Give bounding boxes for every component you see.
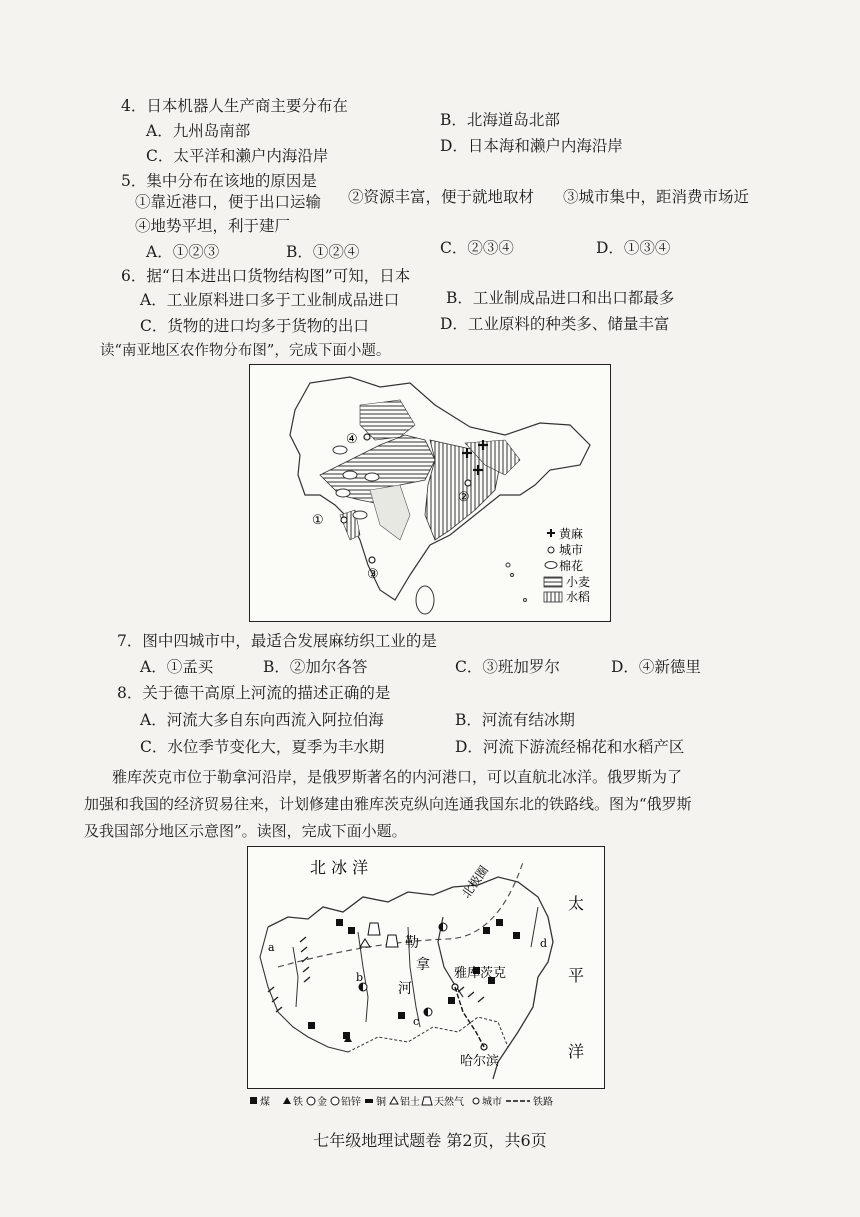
- q5-option-c: C．②③④: [440, 239, 514, 257]
- legend-coal-label: 煤: [260, 1097, 270, 1108]
- q5-reason-1: ①靠近港口，便于出口运输: [135, 193, 322, 211]
- page-footer: 七年级地理试题卷 第2页，共6页: [313, 1131, 547, 1150]
- q4-stem: 4．日本机器人生产商主要分布在: [121, 97, 348, 115]
- legend-cotton-icon: [545, 562, 557, 569]
- q8-option-b: B．河流有结冰期: [455, 711, 575, 729]
- q8-option-d: D．河流下游流经棉花和水稻产区: [455, 738, 685, 756]
- gas-marks: [368, 923, 398, 947]
- south-asia-crop-map: [249, 364, 611, 622]
- legend-city-icon: [473, 1098, 479, 1104]
- legend-city-label: 城市: [559, 543, 584, 557]
- legend-rice-icon: [544, 592, 562, 602]
- q4-option-d: D．日本海和濑户内海沿岸: [440, 137, 623, 155]
- label-pacific-3: 洋: [568, 1042, 585, 1061]
- q8-option-a: A．河流大多自东向西流入阿拉伯海: [140, 711, 384, 729]
- legend-city-icon: [548, 547, 554, 553]
- legend-rice-label: 水稻: [566, 590, 591, 604]
- legend-gold-icon: [307, 1097, 315, 1105]
- q6-option-a: A．工业原料进口多于工业制成品进口: [140, 291, 400, 309]
- label-a: a: [268, 941, 275, 954]
- city-label-2: ②: [458, 490, 470, 505]
- label-d: d: [540, 937, 548, 950]
- legend-leadzinc-icon: [331, 1097, 339, 1105]
- label-yakutsk: 雅库茨克: [454, 966, 507, 981]
- label-pacific-2: 平: [568, 966, 585, 985]
- gold-marks: [359, 923, 447, 1016]
- russia-map-drawing: [248, 847, 604, 1088]
- q7-option-a: A．①孟买: [140, 658, 214, 676]
- q4-option-c: C．太平洋和濑户内海沿岸: [146, 147, 329, 165]
- legend-city-label: 城市: [482, 1097, 502, 1108]
- label-b: b: [356, 971, 364, 984]
- map1-legend: [544, 527, 590, 604]
- q5-reason-3: ③城市集中，距消费市场近: [563, 188, 750, 206]
- city-label-4: ④: [346, 432, 358, 447]
- legend-jute-icon: [547, 529, 555, 537]
- sri-lanka: [416, 586, 434, 614]
- legend-jute-label: 黄麻: [559, 527, 584, 541]
- q5-reason-2: ②资源丰富，便于就地取材: [348, 188, 535, 206]
- map2-legend-drawing: [248, 1094, 608, 1108]
- intro-south-asia: 读“南亚地区农作物分布图”，完成下面小题。: [100, 343, 391, 359]
- q5-reason-4: ④地势平坦，利于建厂: [135, 217, 291, 235]
- q7-option-c: C．③班加罗尔: [455, 658, 560, 676]
- legend-bauxite-label: 铝土: [400, 1097, 420, 1108]
- label-lena-1: 勒: [405, 935, 419, 951]
- q7-option-b: B．②加尔各答: [263, 658, 368, 676]
- label-harbin: 哈尔滨: [460, 1054, 500, 1069]
- label-lena-3: 河: [398, 981, 412, 997]
- map2-legend: [248, 1093, 608, 1107]
- q6-option-b: B．工业制成品进口和出口都最多: [446, 289, 675, 307]
- legend-wheat-icon: [544, 577, 562, 587]
- q6-stem: 6．据“日本进出口货物结构图”可知，日本: [121, 267, 411, 285]
- q4-option-a: A．九州岛南部: [146, 122, 251, 140]
- label-c: c: [413, 1015, 420, 1028]
- q5-stem: 5．集中分布在该地的原因是: [121, 172, 317, 190]
- label-pacific-1: 太: [568, 894, 585, 913]
- label-arctic-ocean: 北 冰 洋: [310, 858, 369, 877]
- legend-iron-icon: [283, 1097, 291, 1104]
- island: [506, 563, 510, 567]
- legend-coal-icon: [250, 1097, 257, 1104]
- island: [511, 574, 514, 577]
- island: [524, 599, 527, 602]
- russia-china-map: [247, 846, 605, 1089]
- legend-bauxite-icon: [390, 1097, 398, 1104]
- q5-option-a: A．①②③: [146, 243, 220, 261]
- q6-option-c: C．货物的进口均多于货物的出口: [140, 317, 369, 335]
- legend-leadzinc-label: 铅锌: [341, 1097, 361, 1108]
- legend-copper-icon: [365, 1099, 373, 1103]
- q5-option-b: B．①②④: [286, 243, 360, 261]
- river-a: [293, 947, 298, 1007]
- q7-option-d: D．④新德里: [611, 658, 701, 676]
- city-label-3: ③: [367, 567, 379, 582]
- pacific-coastline: [493, 977, 538, 1079]
- legend-wheat-label: 小麦: [566, 575, 591, 589]
- legend-iron-label: 铁: [293, 1097, 303, 1108]
- intro-russia-line1: 雅库茨克市位于勒拿河沿岸，是俄罗斯著名的内河港口，可以直航北冰洋。俄罗斯为了: [112, 768, 683, 786]
- q8-stem: 8．关于德干高原上河流的描述正确的是: [117, 684, 391, 702]
- city-label-1: ①: [312, 513, 324, 528]
- bauxite-mark: [360, 939, 370, 947]
- legend-copper-label: 铜: [376, 1097, 386, 1108]
- south-asia-map-drawing: [250, 365, 610, 621]
- q8-option-c: C．水位季节变化大，夏季为丰水期: [140, 738, 385, 756]
- q6-option-d: D．工业原料的种类多、储量丰富: [440, 315, 670, 333]
- legend-gold-label: 金: [317, 1097, 327, 1108]
- legend-gas-icon: [422, 1097, 432, 1105]
- q5-option-d: D．①③④: [596, 239, 671, 257]
- intro-russia-line2: 加强和我国的经济贸易往来，计划修建由雅库茨克纵向连通我国东北的铁路线。图为“俄罗斯: [84, 795, 692, 813]
- intro-russia-line3: 及我国部分地区示意图”。读图，完成下面小题。: [84, 822, 407, 840]
- q4-option-b: B．北海道岛北部: [440, 111, 560, 129]
- legend-railway-label: 铁路: [533, 1097, 553, 1108]
- q7-stem: 7．图中四城市中，最适合发展麻纺织工业的是: [117, 632, 437, 650]
- deccan-plateau: [370, 485, 410, 540]
- legend-cotton-label: 棉花: [559, 559, 584, 573]
- label-lena-2: 拿: [416, 957, 430, 973]
- river-d: [531, 907, 538, 947]
- label-arctic-circle: 北极圈: [458, 863, 492, 901]
- legend-gas-label: 天然气: [434, 1097, 464, 1108]
